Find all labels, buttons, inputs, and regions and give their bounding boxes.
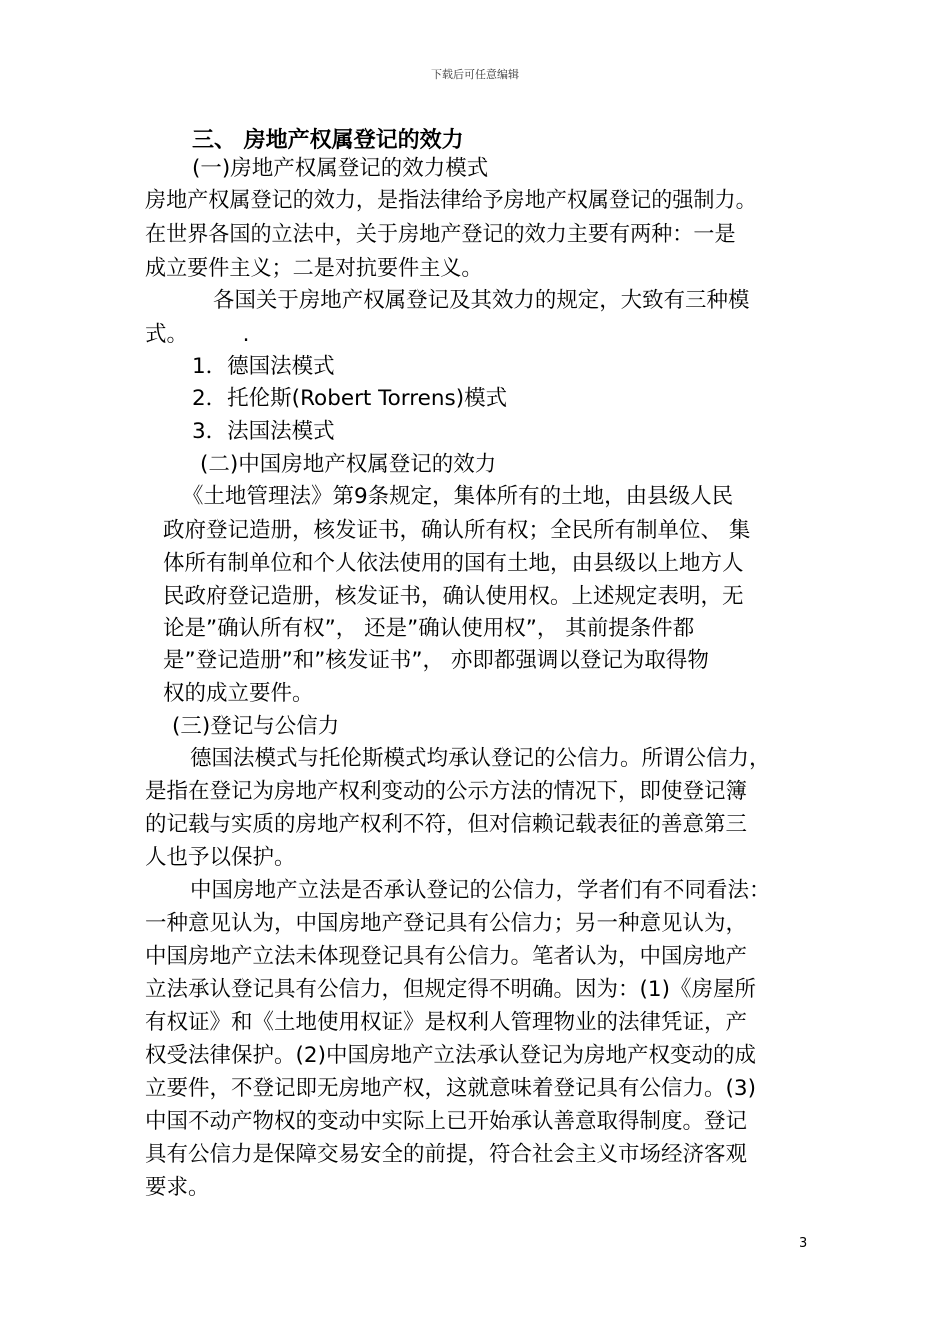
paragraph-line: 体所有制单位和个人依法使用的国有土地，由县级以上地方人 xyxy=(163,551,744,576)
paragraph-line: 房地产权属登记的效力，是指法律给予房地产权属登记的强制力。 xyxy=(145,188,757,213)
paragraph-line: 的记载与实质的房地产权利不符，但对信赖记载表征的善意第三 xyxy=(145,812,748,837)
paragraph-line: 在世界各国的立法中，关于房地产登记的效力主要有两种：一是 xyxy=(145,222,736,247)
list-item: 3．法国法模式 xyxy=(192,419,335,444)
paragraph-line: 权的成立要件。 xyxy=(163,681,314,706)
paragraph-line: 人也予以保护。 xyxy=(145,845,296,870)
paragraph-line: 中国房地产立法未体现登记具有公信力。笔者认为，中国房地产 xyxy=(145,944,748,969)
paragraph-line: 民政府登记造册，核发证书，确认使用权。上述规定表明，无 xyxy=(163,584,744,609)
paragraph-line: 成立要件主义；二是对抗要件主义。 xyxy=(145,256,483,281)
paragraph-line: 式。 . xyxy=(145,322,250,347)
paragraph-line: 论是”确认所有权”， 还是”确认使用权”， 其前提条件都 xyxy=(163,616,695,641)
paragraph-line: 一种意见认为，中国房地产登记具有公信力；另一种意见认为， xyxy=(145,911,748,936)
paragraph-line: 中国不动产物权的变动中实际上已开始承认善意取得制度。登记 xyxy=(145,1109,748,1134)
paragraph-line: 政府登记造册，核发证书，确认所有权；全民所有制单位、 集 xyxy=(163,518,751,543)
section-title: 三、 房地产权属登记的效力 xyxy=(192,128,464,153)
paragraph-line: 德国法模式与托伦斯模式均承认登记的公信力。所谓公信力， xyxy=(190,746,771,771)
paragraph-line: 各国关于房地产权属登记及其效力的规定，大致有三种模 xyxy=(213,288,750,313)
list-item: 1．德国法模式 xyxy=(192,354,335,379)
paragraph-line: 立要件，不登记即无房地产权，这就意味着登记具有公信力。(3) xyxy=(145,1076,756,1101)
paragraph-line: 立法承认登记具有公信力，但规定得不明确。因为：(1)《房屋所 xyxy=(145,977,756,1002)
paragraph-line: 具有公信力是保障交易安全的前提，符合社会主义市场经济客观 xyxy=(145,1142,748,1167)
paragraph-line: 《土地管理法》第9条规定，集体所有的土地，由县级人民 xyxy=(182,484,734,509)
paragraph-line: 中国房地产立法是否承认登记的公信力，学者们有不同看法： xyxy=(190,878,771,903)
page-header-note: 下载后可任意编辑 xyxy=(431,68,519,81)
page-number: 3 xyxy=(799,1236,808,1251)
subheading-3: (三)登记与公信力 xyxy=(172,714,340,739)
subheading-2: (二)中国房地产权属登记的效力 xyxy=(200,452,497,477)
paragraph-line: 要求。 xyxy=(145,1175,210,1200)
list-item: 2．托伦斯(Robert Torrens)模式 xyxy=(192,386,508,411)
paragraph-line: 是”登记造册”和”核发证书”， 亦即都强调以登记为取得物 xyxy=(163,648,709,673)
paragraph-line: 有权证》和《土地使用权证》是权利人管理物业的法律凭证，产 xyxy=(145,1010,748,1035)
paragraph-line: 权受法律保护。(2)中国房地产立法承认登记为房地产权变动的成 xyxy=(145,1043,756,1068)
paragraph-line: 是指在登记为房地产权利变动的公示方法的情况下，即使登记簿 xyxy=(145,779,748,804)
subheading-1: (一)房地产权属登记的效力模式 xyxy=(192,156,489,181)
